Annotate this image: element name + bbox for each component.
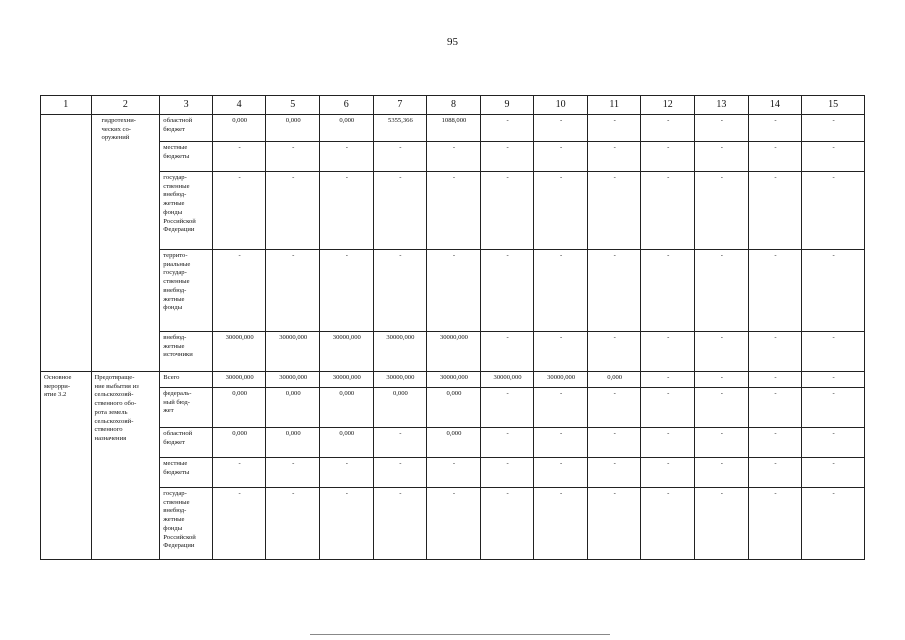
value-cell: 30000,000 bbox=[266, 332, 320, 372]
value-cell: - bbox=[641, 250, 695, 332]
value-cell: - bbox=[587, 332, 641, 372]
value-cell: - bbox=[641, 172, 695, 250]
funding-source-cell: террито- риальные государ- ственные внебюд- жетные фонды bbox=[160, 250, 213, 332]
value-cell: - bbox=[748, 388, 802, 428]
value-cell: 30000,000 bbox=[373, 372, 427, 388]
column-header-6: 6 bbox=[320, 96, 374, 115]
value-cell: - bbox=[587, 172, 641, 250]
value-cell: - bbox=[373, 458, 427, 488]
column-header-15: 15 bbox=[802, 96, 865, 115]
value-cell: - bbox=[587, 388, 641, 428]
value-cell: - bbox=[802, 142, 865, 172]
value-cell: - bbox=[748, 142, 802, 172]
value-cell: 30000,000 bbox=[534, 372, 588, 388]
value-cell: 30000,000 bbox=[212, 332, 266, 372]
value-cell: - bbox=[534, 250, 588, 332]
value-cell: - bbox=[480, 332, 534, 372]
column-header-4: 4 bbox=[212, 96, 266, 115]
value-cell: - bbox=[534, 115, 588, 142]
column-header-7: 7 bbox=[373, 96, 427, 115]
value-cell: 0,000 bbox=[427, 428, 481, 458]
column-header-5: 5 bbox=[266, 96, 320, 115]
table-row bbox=[41, 372, 865, 388]
value-cell: - bbox=[802, 332, 865, 372]
value-cell: - bbox=[266, 488, 320, 560]
value-cell: - bbox=[427, 250, 481, 332]
event-cell: Основное мероpри- ятие 3.2 bbox=[41, 372, 92, 560]
value-cell: - bbox=[695, 115, 749, 142]
value-cell: - bbox=[212, 458, 266, 488]
value-cell: 30000,000 bbox=[427, 372, 481, 388]
value-cell: - bbox=[748, 458, 802, 488]
value-cell: - bbox=[695, 332, 749, 372]
value-cell: - bbox=[480, 115, 534, 142]
value-cell: - bbox=[748, 372, 802, 388]
value-cell: 0,000 bbox=[587, 372, 641, 388]
value-cell: - bbox=[587, 250, 641, 332]
budget-table bbox=[40, 95, 865, 560]
value-cell: 30000,000 bbox=[427, 332, 481, 372]
value-cell: - bbox=[480, 250, 534, 332]
value-cell: - bbox=[534, 142, 588, 172]
value-cell: 0,000 bbox=[427, 388, 481, 428]
value-cell: - bbox=[480, 172, 534, 250]
funding-source-cell: областной бюджет bbox=[160, 115, 213, 142]
table-row bbox=[41, 332, 865, 372]
value-cell: - bbox=[373, 172, 427, 250]
value-cell: - bbox=[480, 388, 534, 428]
value-cell: 0,000 bbox=[320, 428, 374, 458]
value-cell: - bbox=[427, 172, 481, 250]
funding-source-cell: областной бюджет bbox=[160, 428, 213, 458]
value-cell: - bbox=[212, 488, 266, 560]
value-cell: - bbox=[320, 250, 374, 332]
value-cell: 30000,000 bbox=[320, 332, 374, 372]
event-cell bbox=[41, 115, 92, 372]
value-cell: - bbox=[802, 172, 865, 250]
value-cell: - bbox=[212, 142, 266, 172]
value-cell: - bbox=[587, 115, 641, 142]
value-cell: - bbox=[802, 428, 865, 458]
value-cell: - bbox=[641, 488, 695, 560]
value-cell: - bbox=[266, 172, 320, 250]
value-cell: - bbox=[480, 428, 534, 458]
value-cell: 0,000 bbox=[212, 115, 266, 142]
value-cell: - bbox=[748, 172, 802, 250]
description-cell: гидротехни- ческих со- оружений bbox=[91, 115, 160, 372]
value-cell: - bbox=[802, 372, 865, 388]
value-cell: - bbox=[641, 388, 695, 428]
value-cell: - bbox=[695, 488, 749, 560]
table-row bbox=[41, 172, 865, 250]
value-cell: 30000,000 bbox=[480, 372, 534, 388]
value-cell: 0,000 bbox=[212, 428, 266, 458]
value-cell: 0,000 bbox=[373, 388, 427, 428]
value-cell: - bbox=[320, 458, 374, 488]
column-header-13: 13 bbox=[695, 96, 749, 115]
value-cell: - bbox=[695, 428, 749, 458]
value-cell: - bbox=[373, 428, 427, 458]
column-header-10: 10 bbox=[534, 96, 588, 115]
column-header-8: 8 bbox=[427, 96, 481, 115]
value-cell: - bbox=[695, 172, 749, 250]
funding-source-cell: местные бюджеты bbox=[160, 142, 213, 172]
value-cell: - bbox=[534, 458, 588, 488]
value-cell: - bbox=[212, 250, 266, 332]
value-cell: - bbox=[373, 488, 427, 560]
value-cell: - bbox=[480, 458, 534, 488]
value-cell: - bbox=[802, 458, 865, 488]
table-row bbox=[41, 488, 865, 560]
value-cell: - bbox=[373, 250, 427, 332]
value-cell: - bbox=[373, 142, 427, 172]
table-row bbox=[41, 458, 865, 488]
value-cell: - bbox=[802, 115, 865, 142]
value-cell: - bbox=[641, 115, 695, 142]
value-cell: - bbox=[748, 428, 802, 458]
value-cell: 0,000 bbox=[266, 428, 320, 458]
value-cell: - bbox=[695, 458, 749, 488]
column-header-3: 3 bbox=[160, 96, 213, 115]
value-cell: - bbox=[266, 142, 320, 172]
value-cell: 5355,366 bbox=[373, 115, 427, 142]
table-row bbox=[41, 115, 865, 142]
value-cell: - bbox=[748, 115, 802, 142]
value-cell: - bbox=[695, 250, 749, 332]
value-cell: - bbox=[641, 458, 695, 488]
value-cell: 30000,000 bbox=[212, 372, 266, 388]
value-cell: 0,000 bbox=[320, 388, 374, 428]
value-cell: - bbox=[534, 388, 588, 428]
column-header-2: 2 bbox=[91, 96, 160, 115]
table-row bbox=[41, 142, 865, 172]
page-number: 95 bbox=[447, 36, 458, 48]
value-cell: - bbox=[802, 488, 865, 560]
value-cell: - bbox=[427, 142, 481, 172]
column-header-1: 1 bbox=[41, 96, 92, 115]
value-cell: - bbox=[266, 458, 320, 488]
value-cell: - bbox=[212, 172, 266, 250]
funding-source-cell: Всего bbox=[160, 372, 213, 388]
value-cell: - bbox=[695, 372, 749, 388]
value-cell: - bbox=[534, 332, 588, 372]
value-cell: 30000,000 bbox=[320, 372, 374, 388]
value-cell: - bbox=[587, 488, 641, 560]
value-cell: 0,000 bbox=[266, 115, 320, 142]
value-cell: - bbox=[748, 488, 802, 560]
value-cell: 0,000 bbox=[266, 388, 320, 428]
value-cell: - bbox=[802, 250, 865, 332]
table-row bbox=[41, 250, 865, 332]
value-cell: - bbox=[480, 488, 534, 560]
value-cell: 0,000 bbox=[320, 115, 374, 142]
value-cell: - bbox=[534, 428, 588, 458]
value-cell: - bbox=[320, 488, 374, 560]
value-cell: - bbox=[802, 388, 865, 428]
bottom-divider bbox=[310, 634, 610, 635]
value-cell: - bbox=[587, 142, 641, 172]
table-row bbox=[41, 428, 865, 458]
description-cell: Предотвраще- ние выбытия из сельскохозяй- ственного обо- рота земель сельскохозяй- ственного назначения bbox=[91, 372, 160, 560]
table-row bbox=[41, 388, 865, 428]
value-cell: - bbox=[427, 488, 481, 560]
value-cell: - bbox=[641, 142, 695, 172]
value-cell: - bbox=[748, 332, 802, 372]
value-cell: - bbox=[427, 458, 481, 488]
value-cell: - bbox=[320, 142, 374, 172]
column-header-11: 11 bbox=[587, 96, 641, 115]
value-cell: - bbox=[587, 458, 641, 488]
value-cell: - bbox=[534, 488, 588, 560]
table-body bbox=[41, 96, 865, 560]
value-cell: 30000,000 bbox=[373, 332, 427, 372]
value-cell: - bbox=[641, 428, 695, 458]
funding-source-cell: государ- ственные внебюд- жетные фонды Российской Федерации bbox=[160, 488, 213, 560]
value-cell: - bbox=[320, 172, 374, 250]
value-cell: - bbox=[480, 142, 534, 172]
funding-source-cell: внебюд- жетные источники bbox=[160, 332, 213, 372]
column-header-9: 9 bbox=[480, 96, 534, 115]
value-cell: - bbox=[587, 428, 641, 458]
value-cell: - bbox=[695, 142, 749, 172]
funding-source-cell: федераль- ный бюд- жет bbox=[160, 388, 213, 428]
column-number-row bbox=[41, 96, 865, 115]
funding-source-cell: государ- ственные внебюд- жетные фонды Российской Федерации bbox=[160, 172, 213, 250]
value-cell: 1088,000 bbox=[427, 115, 481, 142]
value-cell: - bbox=[641, 332, 695, 372]
value-cell: - bbox=[695, 388, 749, 428]
value-cell: - bbox=[641, 372, 695, 388]
value-cell: 0,000 bbox=[212, 388, 266, 428]
column-header-12: 12 bbox=[641, 96, 695, 115]
value-cell: - bbox=[266, 250, 320, 332]
funding-source-cell: местные бюджеты bbox=[160, 458, 213, 488]
value-cell: 30000,000 bbox=[266, 372, 320, 388]
value-cell: - bbox=[534, 172, 588, 250]
column-header-14: 14 bbox=[748, 96, 802, 115]
value-cell: - bbox=[748, 250, 802, 332]
